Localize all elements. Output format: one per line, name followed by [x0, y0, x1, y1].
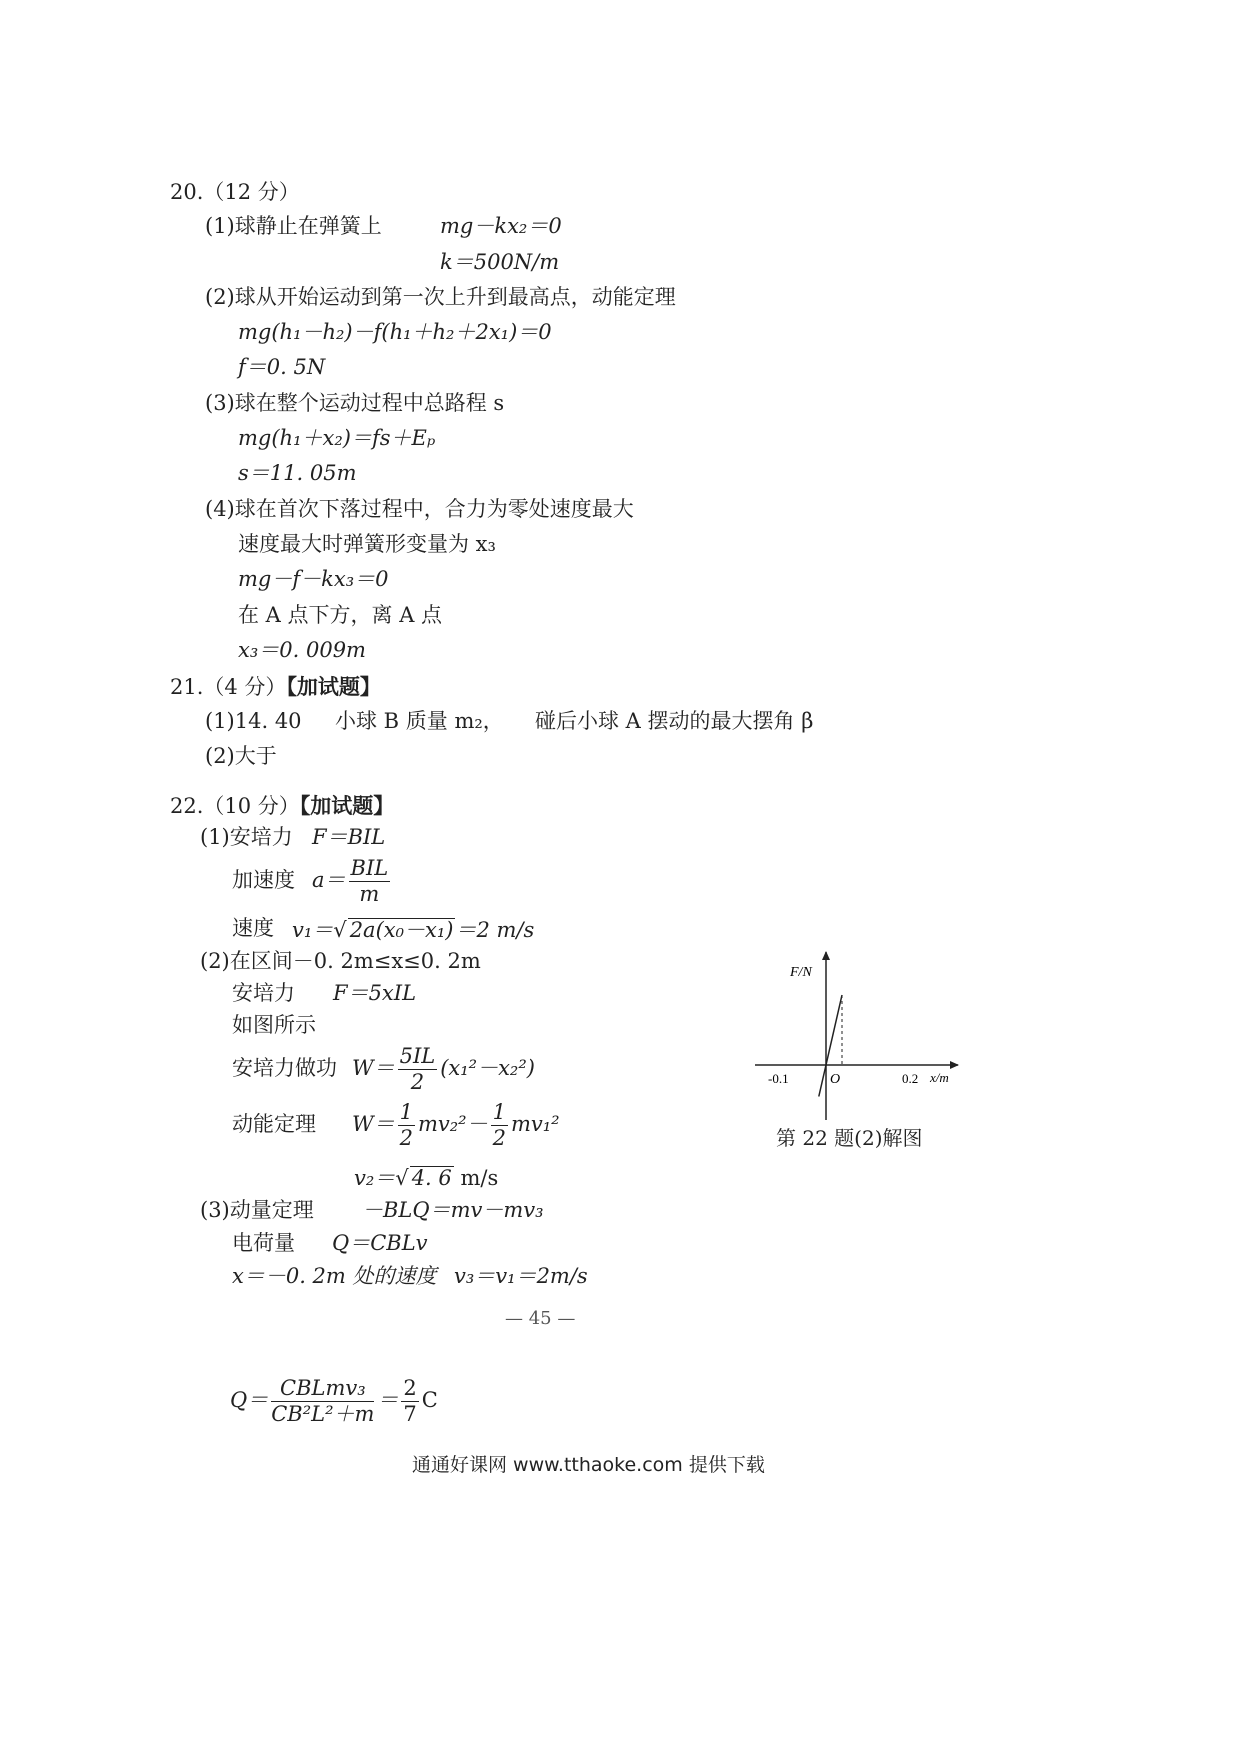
q22-part1-eq: F＝BIL: [312, 825, 386, 849]
q20-part4-line2: 速度最大时弹簧形变量为 x₃: [238, 532, 496, 556]
q20-part4-line4: 在 A 点下方，离 A 点: [238, 603, 443, 627]
q22-work-lhs: W＝: [352, 1056, 395, 1080]
q20-part3-label: (3)球在整个运动过程中总路程 s: [205, 391, 505, 415]
q21-part1-b: 小球 B 质量 m₂，: [335, 709, 504, 733]
q22-accel-fraction: [349, 858, 391, 905]
q22-speed-eq: [292, 918, 534, 941]
sqrt-icon: √: [333, 918, 347, 942]
q22-ke-num2: 1: [492, 1100, 506, 1124]
q22-part2-force-eq: F＝5xIL: [333, 981, 417, 1005]
q22-ke-fraction2: [491, 1102, 508, 1149]
q22-ke-eq: [352, 1102, 560, 1149]
q22-q-lhs: Q＝: [230, 1388, 269, 1412]
q22-v2-unit: m/s: [460, 1166, 499, 1190]
q22-part3-eq: －BLQ＝mv－mv₃: [362, 1198, 544, 1222]
q20-part4-eq2: x₃＝0. 009m: [238, 638, 366, 662]
q22-ke-num1: 1: [399, 1100, 413, 1124]
q22-ke-mid: mv₂²－: [417, 1112, 488, 1136]
tick-label-pos: 0.2: [902, 1071, 919, 1086]
q20-part2-eq1: mg(h₁－h₂)－f(h₁＋h₂＋2x₁)＝0: [238, 320, 552, 344]
sqrt-icon: √: [395, 1166, 409, 1190]
q20-part3-eq1: mg(h₁＋x₂)＝fs＋Eₚ: [238, 426, 436, 450]
x-axis-label: x/m: [930, 1070, 949, 1085]
y-axis-label: F/N: [790, 965, 812, 980]
figure-caption: 第 22 题(2)解图: [776, 1126, 923, 1150]
origin-label: O: [830, 1072, 841, 1087]
q21-part2: (2)大于: [205, 744, 277, 768]
q22-header: [170, 795, 394, 817]
q21-part1-value: (1)14. 40: [205, 709, 302, 733]
q22-accel-label: 加速度: [232, 868, 295, 892]
q22-work-fraction: [398, 1046, 438, 1093]
q22-speed-rhs: ＝2 m/s: [455, 918, 535, 942]
q22-ke-lhs: W＝: [352, 1112, 395, 1136]
q22-ke-fraction1: [398, 1102, 415, 1149]
q22-q-unit: C: [421, 1388, 438, 1412]
q22-part2-label: (2)在区间－0. 2m≤x≤0. 2m: [200, 949, 481, 973]
q22-charge-result: [230, 1378, 438, 1425]
q22-q-num2: 2: [403, 1376, 417, 1400]
q22-v2-eq: [354, 1166, 498, 1189]
q22-part3-label: (3)动量定理: [200, 1198, 314, 1222]
q20-part4-label: (4)球在首次下落过程中，合力为零处速度最大: [205, 497, 634, 521]
q20-part2-eq2: f＝0. 5N: [238, 355, 326, 379]
q22-part2-force-label: 安培力: [232, 981, 295, 1005]
q22-ke-den1: 2: [399, 1126, 413, 1150]
q22-work-den: 2: [410, 1070, 425, 1094]
q22-header-tag: 【加试题】: [299, 793, 395, 818]
q21-header-num: 21.（4 分）: [170, 675, 287, 699]
q22-ke-den2: 2: [492, 1126, 506, 1150]
q22-accel-lhs: a＝: [312, 868, 346, 892]
q22-q-eq: ＝: [377, 1388, 399, 1412]
q22-q-den: CB²L²＋m: [271, 1402, 375, 1426]
q22-x-label: x＝－0. 2m 处的速度: [232, 1264, 437, 1288]
tick-label-neg: -0.1: [768, 1071, 789, 1086]
q20-part1-label: (1)球静止在弹簧上: [205, 214, 382, 238]
q22-v2-root: 4. 6: [411, 1166, 452, 1190]
q20-part3-eq2: s＝11. 05m: [238, 461, 357, 485]
q22-accel-num: BIL: [350, 856, 389, 880]
q22-ke-end: mv₁²: [510, 1112, 560, 1136]
force-position-graph: [750, 940, 970, 1155]
q22-speed-lhs: v₁＝: [292, 918, 334, 942]
q22-q-num: CBLmv₃: [271, 1378, 374, 1402]
q22-work-rhs: (x₁²－x₂²): [440, 1056, 535, 1080]
q21-header-tag: 【加试题】: [286, 674, 381, 699]
q22-accel-den: m: [359, 882, 380, 906]
q22-accel-eq: [312, 858, 393, 905]
q22-part1-label: (1)安培力: [200, 825, 293, 849]
q20-part2-label: (2)球从开始运动到第一次上升到最高点，动能定理: [205, 285, 676, 309]
q22-speed-label: 速度: [232, 916, 274, 940]
q22-work-label: 安培力做功: [232, 1056, 337, 1080]
q22-q-den2: 7: [403, 1402, 417, 1426]
q22-charge-eq: Q＝CBLv: [332, 1231, 428, 1255]
q21-header: [170, 676, 381, 698]
q22-charge-label: 电荷量: [232, 1231, 295, 1255]
q21-part1-c: 碰后小球 A 摆动的最大摆角 β: [535, 709, 814, 733]
q22-header-num: 22.（10 分）: [170, 794, 300, 818]
q22-x-eq: v₃＝v₁＝2m/s: [454, 1264, 588, 1288]
q20-part1-eq2: k＝500N/m: [440, 250, 560, 274]
q22-ke-label: 动能定理: [232, 1112, 316, 1136]
q22-part2-fig-ref: 如图所示: [232, 1013, 316, 1037]
q20-part4-eq1: mg－f－kx₃＝0: [238, 567, 389, 591]
q22-speed-root: 2a(x₀－x₁): [349, 918, 454, 942]
q20-part1-eq1: mg－kx₂＝0: [440, 214, 562, 238]
q20-header: 20.（12 分）: [170, 180, 300, 204]
q22-work-eq: [352, 1046, 535, 1093]
q22-q-fraction2: [401, 1378, 418, 1425]
q22-q-fraction: [271, 1378, 374, 1425]
q22-v2-lhs: v₂＝: [354, 1166, 396, 1190]
page-number: — 45 —: [505, 1308, 576, 1329]
footer-credit: 通通好课网 www.tthaoke.com 提供下载: [412, 1454, 765, 1476]
q22-work-num: 5IL: [399, 1044, 436, 1068]
